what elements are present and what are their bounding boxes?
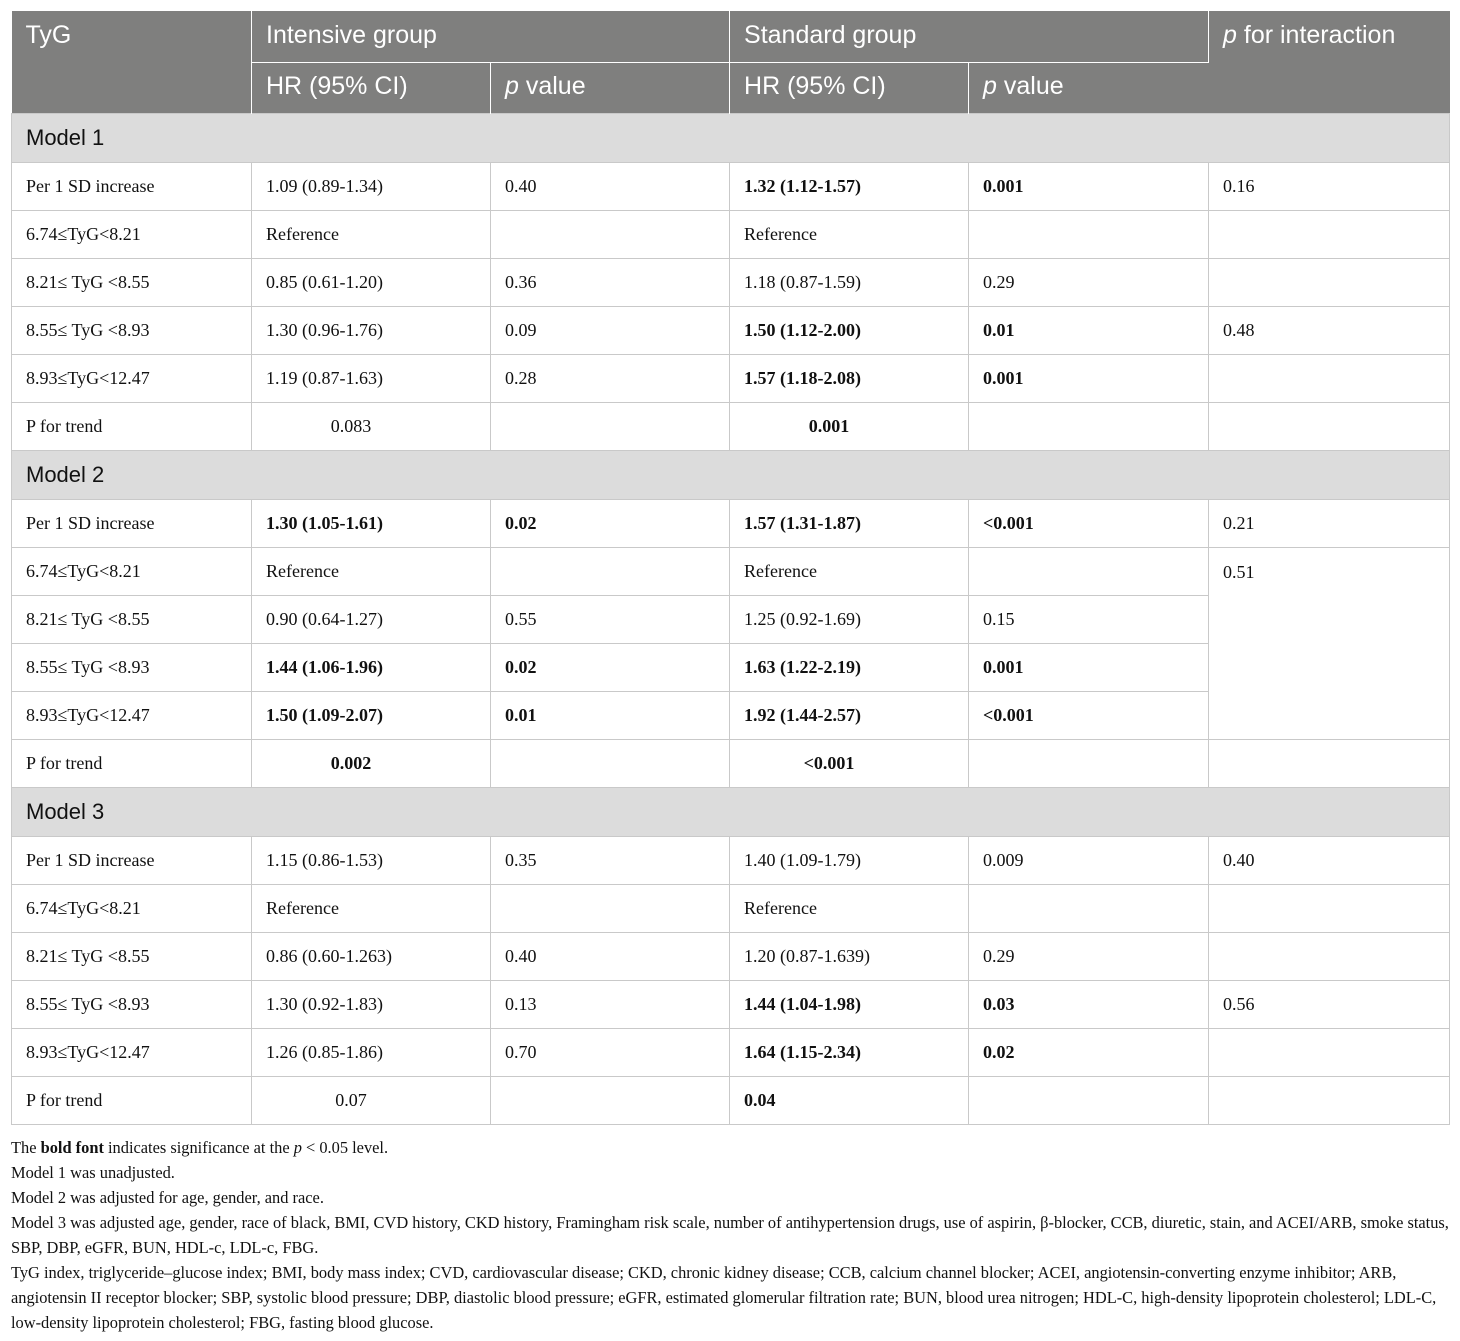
table-row: [12, 402, 1450, 450]
intensive-p: 0.13: [491, 980, 730, 1028]
header-intensive-p-text: value: [518, 72, 586, 100]
footnote-model-3: Model 3 was adjusted age, gender, race of black, BMI, CVD history, CKD history, Framingham risk scale, number of antihypertension drugs, use of aspirin, β-blocker, CCB, diuretic, stain, and ACEI/ARB, smoke status, SBP, DBP, eGFR, BUN, HDL-c, LDL-c, FBG.: [11, 1213, 1449, 1257]
p-interaction: 0.51: [1209, 547, 1450, 739]
standard-p: [969, 1076, 1209, 1124]
header-standard-p-italic: p: [983, 72, 997, 100]
section-title: Model 2: [12, 450, 1450, 499]
header-p-interaction-text: for interaction: [1236, 21, 1396, 49]
standard-hr: 1.25 (0.92-1.69): [730, 595, 969, 643]
row-label: 8.21≤ TyG <8.55: [12, 595, 252, 643]
table-row: [12, 884, 1450, 932]
footnote-model-1: Model 1 was unadjusted.: [11, 1163, 175, 1182]
intensive-hr: 0.90 (0.64-1.27): [252, 595, 491, 643]
row-label: Per 1 SD increase: [12, 162, 252, 210]
intensive-p: [491, 402, 730, 450]
table-row: [12, 499, 1450, 547]
standard-p: [969, 739, 1209, 787]
intensive-p: 0.70: [491, 1028, 730, 1076]
intensive-hr: Reference: [252, 884, 491, 932]
footnote-text: The: [11, 1138, 41, 1157]
standard-p: 0.001: [969, 354, 1209, 402]
standard-p: 0.009: [969, 836, 1209, 884]
standard-hr: 1.92 (1.44-2.57): [730, 691, 969, 739]
intensive-hr: 1.26 (0.85-1.86): [252, 1028, 491, 1076]
p-interaction: [1209, 884, 1450, 932]
section-row-model-1: [12, 113, 1450, 162]
standard-hr: 1.20 (0.87-1.639): [730, 932, 969, 980]
table-row: [12, 739, 1450, 787]
intensive-hr: 0.85 (0.61-1.20): [252, 258, 491, 306]
p-interaction: [1209, 1028, 1450, 1076]
header-p-interaction: [1209, 11, 1450, 113]
standard-trend: <0.001: [730, 739, 969, 787]
header-standard-p: [969, 62, 1209, 113]
standard-hr: 1.18 (0.87-1.59): [730, 258, 969, 306]
row-label: P for trend: [12, 1076, 252, 1124]
p-interaction: [1209, 258, 1450, 306]
intensive-hr: Reference: [252, 210, 491, 258]
table-row: [12, 162, 1450, 210]
intensive-p: 0.55: [491, 595, 730, 643]
header-intensive-hr: HR (95% CI): [252, 62, 491, 113]
intensive-p: 0.35: [491, 836, 730, 884]
footnote-bold-text: bold font: [40, 1138, 104, 1157]
row-label: 8.21≤ TyG <8.55: [12, 932, 252, 980]
intensive-p: [491, 1076, 730, 1124]
table-row: [12, 354, 1450, 402]
table-footnotes: [11, 1135, 1451, 1335]
intensive-p: 0.36: [491, 258, 730, 306]
table-row: [12, 547, 1450, 595]
standard-hr: 1.63 (1.22-2.19): [730, 643, 969, 691]
header-standard-group: Standard group: [730, 11, 1209, 62]
standard-p: 0.15: [969, 595, 1209, 643]
intensive-hr: Reference: [252, 547, 491, 595]
row-label: 8.55≤ TyG <8.93: [12, 643, 252, 691]
table-row: [12, 980, 1450, 1028]
intensive-trend: 0.083: [252, 402, 491, 450]
standard-hr: Reference: [730, 884, 969, 932]
p-interaction: [1209, 1076, 1450, 1124]
row-label: 6.74≤TyG<8.21: [12, 547, 252, 595]
standard-p: 0.03: [969, 980, 1209, 1028]
standard-p: 0.01: [969, 306, 1209, 354]
table-row: [12, 932, 1450, 980]
p-interaction: 0.40: [1209, 836, 1450, 884]
standard-p: 0.001: [969, 643, 1209, 691]
row-label: Per 1 SD increase: [12, 499, 252, 547]
standard-hr: 1.64 (1.15-2.34): [730, 1028, 969, 1076]
row-label: 8.93≤TyG<12.47: [12, 354, 252, 402]
standard-p: 0.001: [969, 162, 1209, 210]
header-row-1: [12, 11, 1450, 62]
standard-p: <0.001: [969, 499, 1209, 547]
table-row: [12, 306, 1450, 354]
footnote-text: indicates significance at the: [103, 1138, 294, 1157]
p-interaction: 0.48: [1209, 306, 1450, 354]
intensive-hr: 1.30 (1.05-1.61): [252, 499, 491, 547]
standard-hr: 1.32 (1.12-1.57): [730, 162, 969, 210]
table-row: [12, 836, 1450, 884]
footnote-abbreviations: TyG index, triglyceride–glucose index; BMI, body mass index; CVD, cardiovascular disease; CKD, chronic kidney disease; CCB, calcium channel blocker; ACEI, angiotensin-converting enzyme inhibitor; ARB, angiotensin II receptor blocker; SBP, systolic blood pressure; DBP, diastolic blood pressure; eGFR, estimated glomerular filtration rate; BUN, blood urea nitrogen; HDL-C, high-density lipoprotein cholesterol; LDL-C, low-density lipoprotein cholesterol; FBG, fasting blood glucose.: [11, 1263, 1437, 1332]
p-interaction: [1209, 932, 1450, 980]
p-interaction: [1209, 354, 1450, 402]
intensive-p: 0.01: [491, 691, 730, 739]
p-interaction: [1209, 210, 1450, 258]
header-intensive-p-italic: p: [505, 72, 519, 100]
standard-trend: 0.001: [730, 402, 969, 450]
section-title: Model 1: [12, 113, 1450, 162]
intensive-hr: 1.44 (1.06-1.96): [252, 643, 491, 691]
standard-hr: 1.50 (1.12-2.00): [730, 306, 969, 354]
intensive-hr: 1.30 (0.92-1.83): [252, 980, 491, 1028]
row-label: 8.55≤ TyG <8.93: [12, 980, 252, 1028]
p-interaction: 0.16: [1209, 162, 1450, 210]
footnote-model-2: Model 2 was adjusted for age, gender, and race.: [11, 1188, 324, 1207]
header-intensive-group: Intensive group: [252, 11, 730, 62]
footnote-bold-significance: [11, 1135, 1451, 1160]
row-label: 6.74≤TyG<8.21: [12, 210, 252, 258]
standard-hr: 1.57 (1.18-2.08): [730, 354, 969, 402]
row-label: 8.55≤ TyG <8.93: [12, 306, 252, 354]
footnote-text: < 0.05 level.: [301, 1138, 389, 1157]
intensive-p: [491, 210, 730, 258]
row-label: 6.74≤TyG<8.21: [12, 884, 252, 932]
p-interaction: 0.56: [1209, 980, 1450, 1028]
standard-p: [969, 884, 1209, 932]
intensive-hr: 1.15 (0.86-1.53): [252, 836, 491, 884]
intensive-hr: 1.09 (0.89-1.34): [252, 162, 491, 210]
standard-trend: 0.04: [730, 1076, 969, 1124]
intensive-p: [491, 739, 730, 787]
standard-hr: 1.44 (1.04-1.98): [730, 980, 969, 1028]
header-tyg: TyG: [12, 11, 252, 113]
p-interaction: [1209, 739, 1450, 787]
intensive-trend: 0.07: [252, 1076, 491, 1124]
standard-p: [969, 547, 1209, 595]
table-row: [12, 258, 1450, 306]
standard-p: [969, 210, 1209, 258]
p-interaction: 0.21: [1209, 499, 1450, 547]
intensive-p: 0.09: [491, 306, 730, 354]
intensive-p: 0.02: [491, 643, 730, 691]
intensive-p: [491, 884, 730, 932]
header-standard-p-text: value: [996, 72, 1064, 100]
standard-p: <0.001: [969, 691, 1209, 739]
standard-p: [969, 402, 1209, 450]
intensive-hr: 1.19 (0.87-1.63): [252, 354, 491, 402]
table-row: [12, 210, 1450, 258]
row-label: P for trend: [12, 402, 252, 450]
standard-hr: 1.57 (1.31-1.87): [730, 499, 969, 547]
header-intensive-p: [491, 62, 730, 113]
intensive-p: 0.28: [491, 354, 730, 402]
intensive-p: 0.40: [491, 932, 730, 980]
footnote-italic-p: p: [293, 1138, 302, 1157]
section-row-model-3: [12, 787, 1450, 836]
results-table: [11, 11, 1450, 1125]
p-interaction: [1209, 402, 1450, 450]
intensive-p: [491, 547, 730, 595]
intensive-trend: 0.002: [252, 739, 491, 787]
standard-hr: Reference: [730, 210, 969, 258]
row-label: P for trend: [12, 739, 252, 787]
standard-hr: Reference: [730, 547, 969, 595]
table-row: [12, 1028, 1450, 1076]
row-label: 8.93≤TyG<12.47: [12, 1028, 252, 1076]
standard-p: 0.29: [969, 932, 1209, 980]
results-table-container: [11, 11, 1449, 1125]
row-label: 8.21≤ TyG <8.55: [12, 258, 252, 306]
intensive-hr: 0.86 (0.60-1.263): [252, 932, 491, 980]
intensive-p: 0.02: [491, 499, 730, 547]
intensive-hr: 1.30 (0.96-1.76): [252, 306, 491, 354]
row-label: Per 1 SD increase: [12, 836, 252, 884]
standard-hr: 1.40 (1.09-1.79): [730, 836, 969, 884]
table-row: [12, 1076, 1450, 1124]
section-row-model-2: [12, 450, 1450, 499]
intensive-p: 0.40: [491, 162, 730, 210]
header-standard-hr: HR (95% CI): [730, 62, 969, 113]
section-title: Model 3: [12, 787, 1450, 836]
row-label: 8.93≤TyG<12.47: [12, 691, 252, 739]
standard-p: 0.02: [969, 1028, 1209, 1076]
standard-p: 0.29: [969, 258, 1209, 306]
header-p-interaction-italic: p: [1223, 21, 1237, 49]
intensive-hr: 1.50 (1.09-2.07): [252, 691, 491, 739]
